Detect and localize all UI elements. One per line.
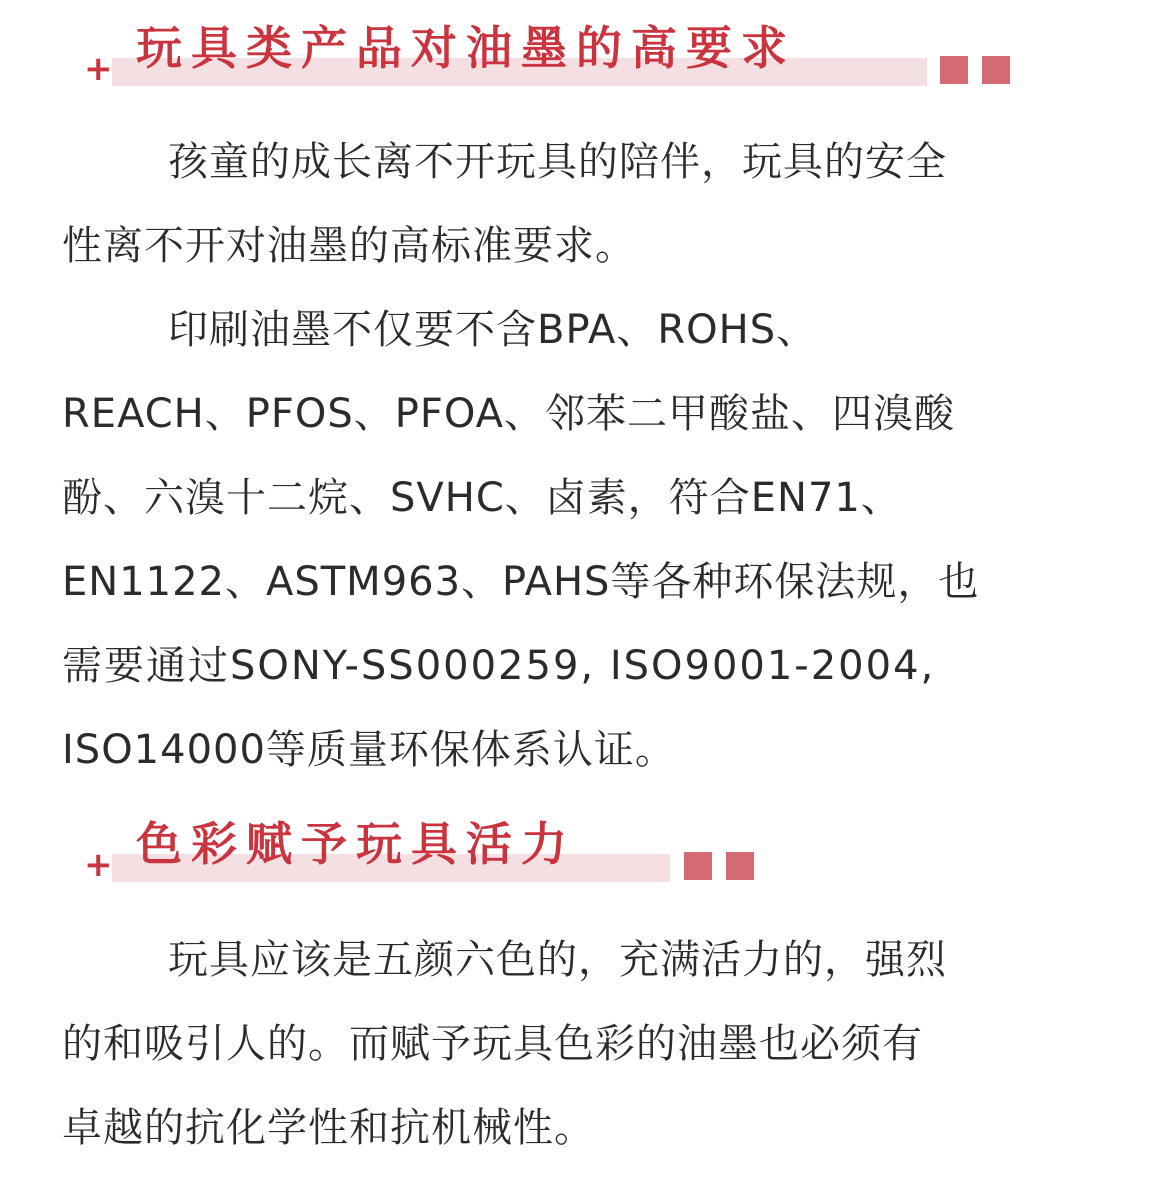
square-icon [940,56,968,84]
paragraph-line: ISO14000等质量环保体系认证。 [62,727,676,773]
square-icon [726,852,754,880]
section-title: 色彩赋予玩具活力 [136,817,576,871]
paragraph-line: 卓越的抗化学性和抗机械性。 [62,1105,595,1151]
paragraph-line: EN1122、ASTM963、PAHS等各种环保法规，也 [62,559,980,605]
paragraph-line: 性离不开对油墨的高标准要求。 [62,223,636,269]
paragraph-line: 需要通过SONY-SS000259, ISO9001-2004, [62,643,936,689]
section-title: 玩具类产品对油墨的高要求 [136,21,796,75]
paragraph [62,918,1108,1170]
paragraph [62,288,1108,792]
paragraph-line: REACH、PFOS、PFOA、邻苯二甲酸盐、四溴酸 [62,391,956,437]
section-heading-1 [0,12,1170,92]
paragraph-line: 孩童的成长离不开玩具的陪伴，玩具的安全 [168,139,947,185]
paragraph [62,120,1108,288]
square-icon [684,852,712,880]
plus-icon: + [84,845,113,885]
paragraph-line: 印刷油墨不仅要不含BPA、ROHS、 [168,307,818,353]
paragraph-line: 玩具应该是五颜六色的，充满活力的，强烈 [168,937,947,983]
square-icon [982,56,1010,84]
section-heading-2 [0,808,1170,888]
paragraph-line: 的和吸引人的。而赋予玩具色彩的油墨也必须有 [62,1021,923,1067]
plus-icon: + [84,49,113,89]
paragraph-line: 酚、六溴十二烷、SVHC、卤素，符合EN71、 [62,475,902,521]
